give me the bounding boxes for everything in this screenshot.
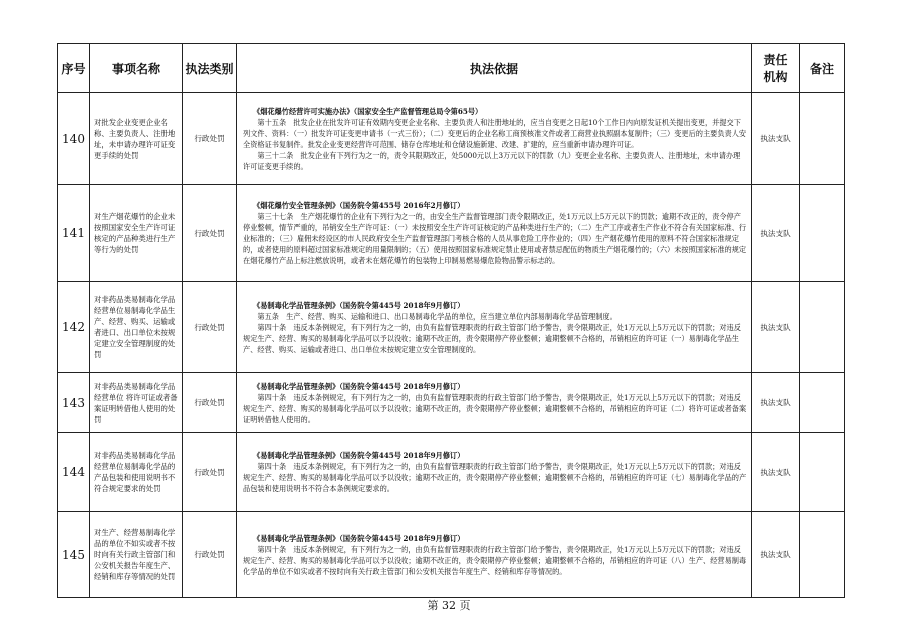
row-basis	[237, 433, 752, 512]
row-responsible-unit: 执法支队	[752, 373, 800, 433]
header-unit-line1: 责任	[763, 53, 788, 67]
row-item-name: 对非药品类易制毒化学品经营单位易制毒化学品生产、经营、购买、运输或者进口、出口单位未按规定建立安全管理制度的处罚	[90, 282, 183, 373]
row-responsible-unit: 执法支队	[752, 185, 800, 282]
row-index: 141	[58, 185, 90, 282]
row-responsible-unit: 执法支队	[752, 512, 800, 598]
page-number: 第 32 页	[427, 599, 471, 612]
row-remark	[800, 433, 845, 512]
row-item-name: 对生产、经营易制毒化学品的单位不如实或者不按时向有关行政主管部门和公安机关报告年度生产、经销和库存等情况的处罚	[90, 512, 183, 598]
row-responsible-unit: 执法支队	[752, 93, 800, 185]
row-category: 行政处罚	[183, 93, 237, 185]
law-article: 第四十条 违反本条例规定，有下列行为之一的，由负有监督管理职责的行政主管部门给予警告，责令限期改正，处1万元以上5万元以下的罚款；对违反规定生产、经营、购买的易制毒化学品可以予以没收；逾期不改正的，责令限期停产停业整顿；逾期整顿不合格的，吊销相应的许可证（一）易制毒化学品生产、经营、购买、运输或者进口、出口单位未按规定建立安全管理制度的。	[243, 322, 741, 354]
row-responsible-unit: 执法支队	[752, 433, 800, 512]
row-basis	[237, 373, 752, 433]
header-row	[58, 44, 845, 93]
law-article: 第三十二条 批发企业有下列行为之一的，责令其限期改正，处5000元以上3万元以下的罚款（九）变更企业名称、主要负责人、注册地址，未申请办理许可证变更手续的。	[243, 150, 741, 171]
row-index: 143	[58, 373, 90, 433]
header-index: 序号	[58, 44, 90, 93]
row-remark	[800, 512, 845, 598]
table-row	[58, 185, 845, 282]
law-title: 《易制毒化学品管理条例》（国务院令第445号 2018年9月修订）	[253, 300, 465, 310]
header-category: 执法类别	[183, 44, 237, 93]
row-index: 142	[58, 282, 90, 373]
law-article: 第四十条 违反本条例规定，有下列行为之一的，由负有监督管理职责的行政主管部门给予警告，责令限期改正，处1万元以上5万元以下的罚款；对违反规定生产、经营、购买的易制毒化学品可以予以没收；逾期不改正的，责令限期停产停业整顿；逾期整顿不合格的，吊销相应的许可证（八）生产、经营易制毒化学品的单位不如实或者不按时向有关行政主管部门和公安机关报告年度生产、经销和库存等情况的。	[243, 544, 747, 576]
row-remark	[800, 282, 845, 373]
row-basis	[237, 282, 752, 373]
row-category: 行政处罚	[183, 373, 237, 433]
row-category: 行政处罚	[183, 512, 237, 598]
law-title: 《易制毒化学品管理条例》（国务院令第445号 2018年9月修订）	[253, 533, 465, 543]
header-unit	[752, 44, 800, 93]
header-remark: 备注	[800, 44, 845, 93]
law-article: 第四十条 违反本条例规定，有下列行为之一的，由负有监督管理职责的行政主管部门给予警告，责令限期改正，处1万元以上5万元以下的罚款；对违反规定生产、经营、购买的易制毒化学品可以予以没收；逾期不改正的，责令限期停产停业整顿；逾期整顿不合格的，吊销相应的许可证（二）将许可证或者备案证明转借他人使用的。	[243, 392, 747, 424]
regulation-table-sheet	[57, 43, 844, 598]
row-category: 行政处罚	[183, 185, 237, 282]
law-title: 《烟花爆竹安全管理条例》（国务院令第455号 2016年2月修订）	[253, 201, 465, 210]
row-item-name: 对生产烟花爆竹的企业未按照国家安全生产许可证核定的产品种类进行生产等行为的处罚	[90, 185, 183, 282]
law-article: 第五条 生产、经营、购买、运输和进口、出口易制毒化学品的单位，应当建立单位内部易制毒化学品管理制度。	[257, 311, 617, 321]
law-title: 《易制毒化学品管理条例》（国务院令第445号 2018年9月修订）	[253, 381, 465, 391]
row-item-name: 对非药品类易制毒化学品经营单位 将许可证或者备案证明转借他人使用的处罚	[90, 373, 183, 433]
row-item-name: 对非药品类易制毒化学品经营单位易制毒化学品的产品包装和使用说明书不符合规定要求的处罚	[90, 433, 183, 512]
header-item: 事项名称	[90, 44, 183, 93]
law-article: 第十五条 批发企业在批发许可证有效期内变更企业名称、主要负责人和注册地址的，应当自变更之日起10个工作日内向原发证机关提出变更，并提交下列文件、资料：（一）批发许可证变更申请书（一式三份）；（二）变更后的企业名称工商预核准文件或者工商营业执照副本复制件；（三）变更后的主要负责人安全资格证书复制件。批发企业变更经营许可范围、储存仓库地址和仓储设施新建、改建、扩建的，应当重新申请办理许可证。	[243, 117, 747, 149]
table-row	[58, 512, 845, 598]
row-category: 行政处罚	[183, 282, 237, 373]
row-responsible-unit: 执法支队	[752, 282, 800, 373]
row-item-name: 对批发企业变更企业名称、主要负责人、注册地址，未申请办理许可证变更手续的处罚	[90, 93, 183, 185]
row-category: 行政处罚	[183, 433, 237, 512]
law-title: 《烟花爆竹经营许可实施办法》（国家安全生产监督管理总局令第65号）	[253, 106, 483, 116]
header-basis: 执法依据	[237, 44, 752, 93]
row-basis	[237, 512, 752, 598]
table-row	[58, 433, 845, 512]
row-index: 140	[58, 93, 90, 185]
law-article: 第三十七条 生产烟花爆竹的企业有下列行为之一的，由安全生产监督管理部门责令限期改正，处1万元以上5万元以下的罚款；逾期不改正的，责令停产停业整顿，情节严重的，吊销安全生产许可证：（一）未按照安全生产许可证核定的产品种类进行生产的；（二）生产工序或者生产作业不符合有关国家标准、行业标准的；（三）雇佣未经设区的市人民政府安全生产监督管理部门考核合格的人员从事危险工序作业的；（四）生产烟花爆竹使用的原料不符合国家标准规定的，或者使用的原料超过国家标准规定的用量限制的；（五）使用按照国家标准规定禁止使用或者禁忌配伍的物质生产烟花爆竹的；（六）未按照国家标准的规定在烟花爆竹产品上标注燃放说明，或者未在烟花爆竹的包装物上印制易燃易爆危险物品警示标志的。	[243, 212, 747, 265]
row-index: 144	[58, 433, 90, 512]
row-remark	[800, 185, 845, 282]
page-footer	[0, 597, 898, 613]
row-basis	[237, 185, 752, 282]
law-title: 《易制毒化学品管理条例》（国务院令第445号 2018年9月修订）	[253, 451, 465, 460]
row-remark	[800, 373, 845, 433]
row-remark	[800, 93, 845, 185]
table-row	[58, 282, 845, 373]
enforcement-table	[57, 43, 845, 598]
law-article: 第四十条 违反本条例规定，有下列行为之一的，由负有监督管理职责的行政主管部门给予警告，责令限期改正，处1万元以上5万元以下的罚款；对违反规定生产、经营、购买的易制毒化学品可以予以没收；逾期不改正的，责令限期停产停业整顿；逾期整顿不合格的，吊销相应的许可证（七）易制毒化学品的产品包装和使用说明书不符合本条例规定要求的。	[243, 462, 747, 493]
table-row	[58, 373, 845, 433]
row-basis	[237, 93, 752, 185]
row-index: 145	[58, 512, 90, 598]
table-row	[58, 93, 845, 185]
header-unit-line2: 机构	[763, 70, 788, 84]
